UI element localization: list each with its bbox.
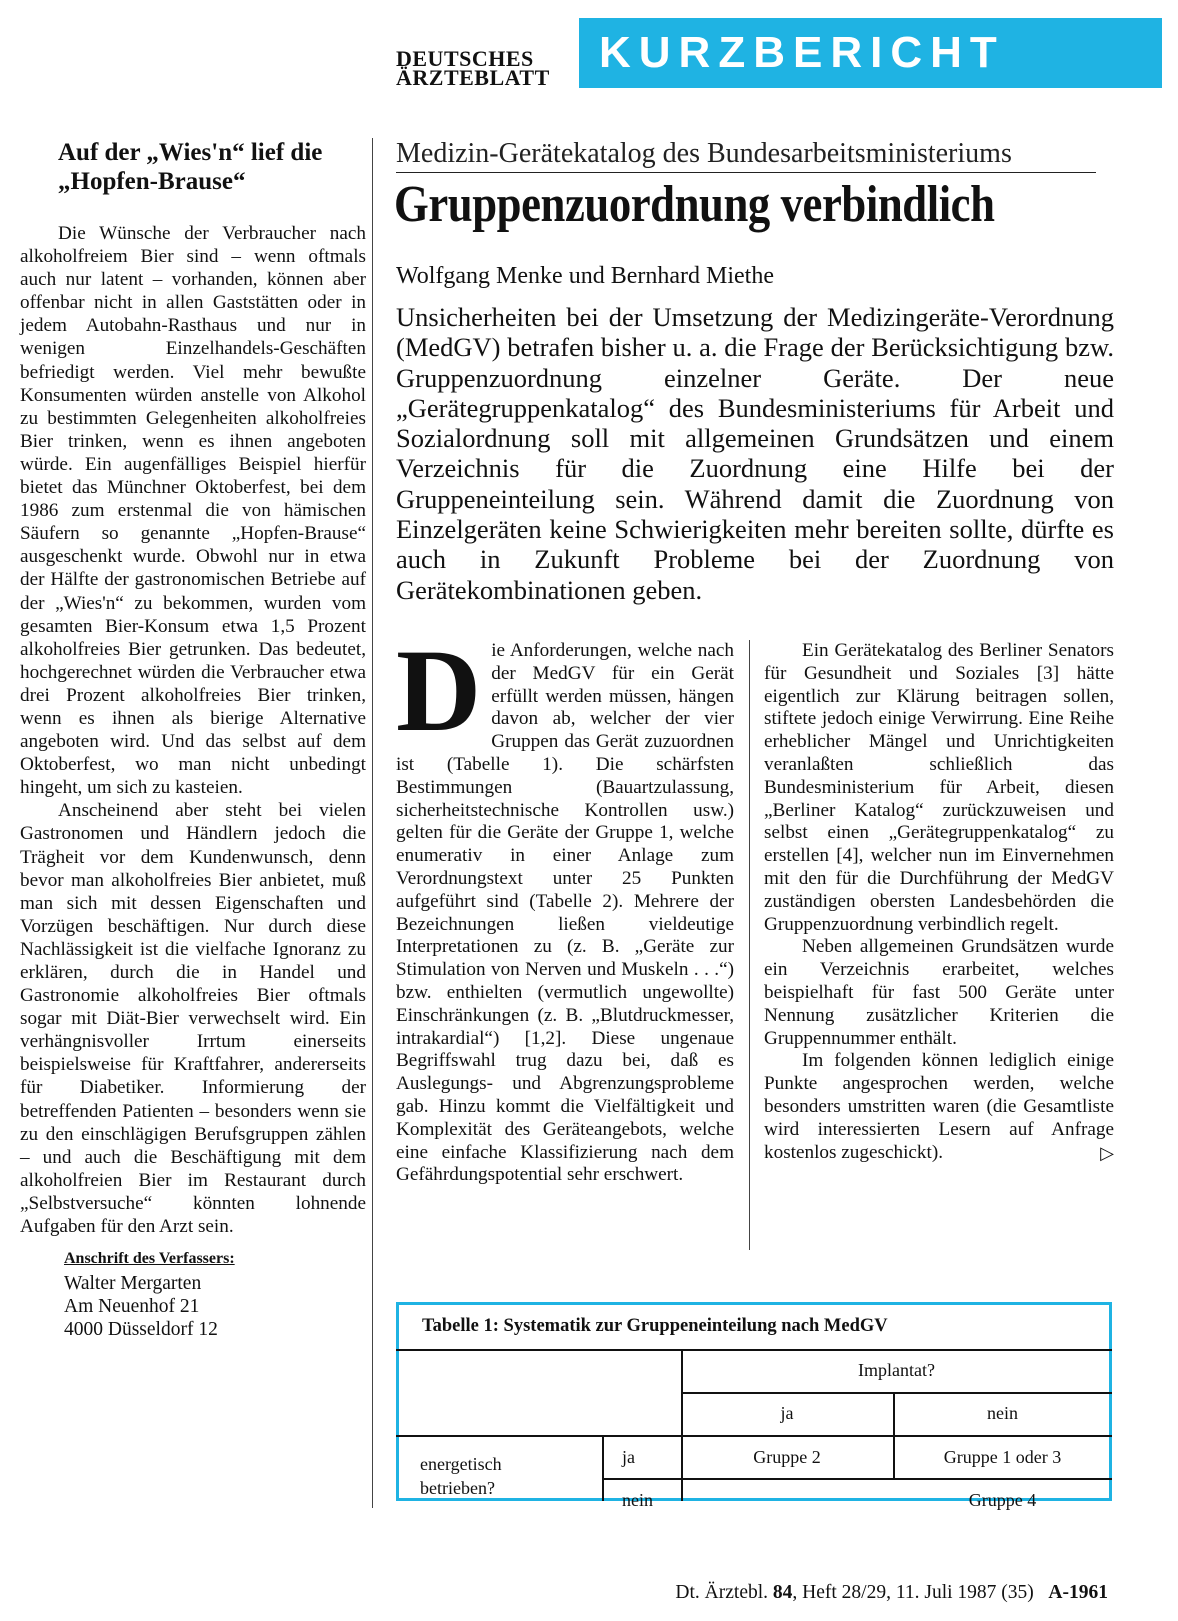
page-footer bbox=[600, 1582, 1108, 1604]
article-column-2 bbox=[764, 640, 1114, 1164]
journal-logo bbox=[396, 46, 564, 90]
column-divider bbox=[372, 138, 373, 1508]
article-kicker: Medizin-Gerätekatalog des Bundesarbeitsministeriums bbox=[396, 138, 1096, 173]
table-row-ja: ja bbox=[622, 1447, 635, 1467]
table-rule bbox=[602, 1435, 604, 1501]
column-1-text: ie Anforderungen, welche nach der MedGV für ein Gerät erfüllt werden müssen, hängen davon ab, welcher der vier Gruppen das Gerät zuzuordnen ist (Tabelle 1). Die schärfsten Bestimmungen (Bauartzulassung, sicherheitstechnische Kontrollen usw.) gelten für die Geräte der Gruppe 1, welche enumerativ in einer Anlage zum Verordnungstext unter 25 Punkten aufgeführt sind (Tabelle 2). Mehrere der Bezeichnungen ließen vieldeutige Interpretationen zu (z. B. „Geräte zur Stimulation von Nerven und Muskeln . . .“) bzw. enthielten (vermutlich ungewollte) Einschränkungen (z. B. „Blutdruckmesser, intrakardial“) [1,2]. Diese ungenaue Begriffswahl trug dazu bei, daß es Auslegungs- und Abgrenzungsprobleme gab. Hinzu kommt die Vielfältigkeit und Komplexität des Geräteangebots, welche eine einfache Klassifizierung nach dem Gefährdungspotential sehr erschwert. bbox=[396, 640, 734, 1186]
footer-volume: 84 bbox=[772, 1582, 793, 1603]
table-col-ja: ja bbox=[780, 1403, 794, 1423]
address-name: Walter Mergarten bbox=[64, 1273, 202, 1295]
table-cell-gruppe-1-3: Gruppe 1 oder 3 bbox=[943, 1447, 1062, 1467]
column-2-paragraph: Ein Gerätekatalog des Berliner Senators für Gesundheit und Soziales [3] hätte eigentlich zur Klärung beitragen sollen, stiftete jedoch einige Verwirrung. Eine Reihe erheblicher Mängel und Unrichtigkeiten veranlaßten schließlich das Bundesministerium für Arbeit, diesen „Berliner Katalog“ zurückzuweisen und selbst einen „Gerätegruppenkatalog“ zu erstellen [4], welcher nun im Einvernehmen mit den für die Durchführung der MedGV zuständigen obersten Landesbehörden die Gruppenzuordnung verbindlich regelt. bbox=[764, 640, 1114, 935]
address-label: Anschrift des Verfassers: bbox=[64, 1250, 235, 1268]
sidebar-article bbox=[20, 138, 366, 1341]
table-cell-gruppe-2: Gruppe 2 bbox=[753, 1447, 821, 1467]
sidebar-paragraph: Die Wünsche der Verbraucher nach alkoholfreiem Bier sind – wenn oftmals auch nur latent – vorhanden, können aber offenbar nicht in allen Gaststätten oder in jedem Autobahn-Rasthaus und nur in wenigen Einzelhandels-Geschäften befriedigt werden. Viel mehr bewußte Konsumenten würden anstelle von Alkohol zu bestimmten Gelegenheiten alkoholfreies Bier trinken, wenn es ihnen angeboten würde. Ein augenfälliges Beispiel hierfür bietet das Münchner Oktoberfest, bei dem 1986 zum erstenmal die von hämischen Säufern so genannte „Hopfen-Brause“ ausgeschenkt wurde. Obwohl nur in etwa der Hälfte der gastronomischen Betriebe auf der „Wies'n“ zu bekommen, wurden vom gesamten Bier-Konsum etwa 1,5 Prozent alkoholfreies Bier getrunken. Das bedeutet, hochgerechnet würden die Verbraucher etwa drei Prozent alkoholfreies Bier trinken, wenn es ihnen als bierige Alternative angeboten wird. Und das selbst auf dem Oktoberfest, wo man nicht unbedingt hingeht, um sich zu kasteien. bbox=[20, 223, 366, 799]
table-row-header: energetisch betrieben? bbox=[420, 1454, 502, 1498]
address-street: Am Neuenhof 21 bbox=[64, 1296, 200, 1318]
address-city: 4000 Düsseldorf 12 bbox=[64, 1319, 218, 1341]
sidebar-title: Auf der „Wies'n“ lief die „Hopfen-Brause“ bbox=[58, 139, 323, 195]
column-2-paragraph: Neben allgemeinen Grundsätzen wurde ein Verzeichnis erarbeitet, welches beispielhaft für fast 500 Geräte unter Nennung zusätzlicher Kriterien die Gruppennummer enthält. bbox=[764, 936, 1114, 1049]
table-col-header: Implantat? bbox=[858, 1360, 935, 1380]
table-rule bbox=[396, 1435, 1112, 1437]
table-rule bbox=[602, 1478, 1112, 1480]
continue-arrow-icon: ▷ bbox=[1100, 1142, 1114, 1163]
table-rule bbox=[396, 1349, 1112, 1351]
article-headline: Gruppenzuordnung verbindlich bbox=[394, 176, 995, 233]
table-title: Tabelle 1: Systematik zur Gruppeneinteilung nach MedGV bbox=[422, 1316, 888, 1336]
table-rule bbox=[681, 1392, 1112, 1394]
article-lead: Unsicherheiten bei der Umsetzung der Medizingeräte-Verordnung (MedGV) betrafen bisher u. a. die Frage der Berücksichtigung bzw. Gruppenzuordnung einzelner Geräte. Der neue „Gerätegruppenkatalog“ des Bundesministeriums für Arbeit und Sozialordnung soll mit allgemeinen Grundsätzen und einem Verzeichnis für die Zuordnung eine Hilfe bei der Gruppeneinteilung sein. Während damit die Zuordnung von Einzelgeräten keine Schwierigkeiten mehr bereiten sollte, dürfte es auch in Zukunft Probleme bei der Zuordnung von Gerätekombinationen geben. bbox=[396, 302, 1114, 605]
column-divider-inner bbox=[749, 640, 750, 1250]
table-col-nein: nein bbox=[987, 1403, 1018, 1423]
column-2-paragraph: Im folgenden können lediglich einige Punkte angesprochen werden, welche besonders umstritten waren (die Gesamtliste wird interessierten Lesern auf Anfrage kostenlos zugeschickt). bbox=[764, 1050, 1114, 1163]
logo-line-1: DEUTSCHES bbox=[396, 46, 534, 71]
article-authors: Wolfgang Menke und Bernhard Miethe bbox=[396, 263, 774, 289]
table-cell-gruppe-4: Gruppe 4 bbox=[968, 1490, 1037, 1510]
drop-cap: D bbox=[396, 625, 482, 756]
footer-journal: Dt. Ärztebl. bbox=[675, 1582, 769, 1603]
footer-page-number: A-1961 bbox=[1048, 1582, 1108, 1603]
sidebar-paragraph: Anscheinend aber steht bei vielen Gastronomen und Händlern jedoch die Trägheit vor dem Kundenwunsch, denn bevor man alkoholfreies Bier anbietet, muß man sich mit dessen Eigenschaften und Vorzügen beschäftigen. Nur durch diese Nachlässigkeit ist die vielfache Ignoranz zu erklären, durch die in Handel und Gastronomie alkoholfreies Bier oftmals sogar mit Diät-Bier verwechselt wird. Ein verhängnisvoller Irrtum einerseits beispielsweise für Kraftfahrer, andererseits für Diabetiker. Informierung der betreffenden Patienten – besonders wenn sie zu den einschlägigen Berufsgruppen zählen – und auch die Beschäftigung mit dem alkoholfreien Bier im Restaurant durch „Selbstversuche“ könnten lohnende Aufgaben für den Arzt sein. bbox=[20, 800, 366, 1238]
article-column-1 bbox=[396, 625, 734, 1187]
table-row-nein: nein bbox=[622, 1490, 653, 1510]
section-banner: KURZBERICHT bbox=[579, 18, 1162, 88]
footer-issue: , Heft 28/29, 11. Juli 1987 (35) bbox=[792, 1582, 1034, 1603]
logo-line-2: ÄRZTEBLATT bbox=[396, 64, 550, 90]
